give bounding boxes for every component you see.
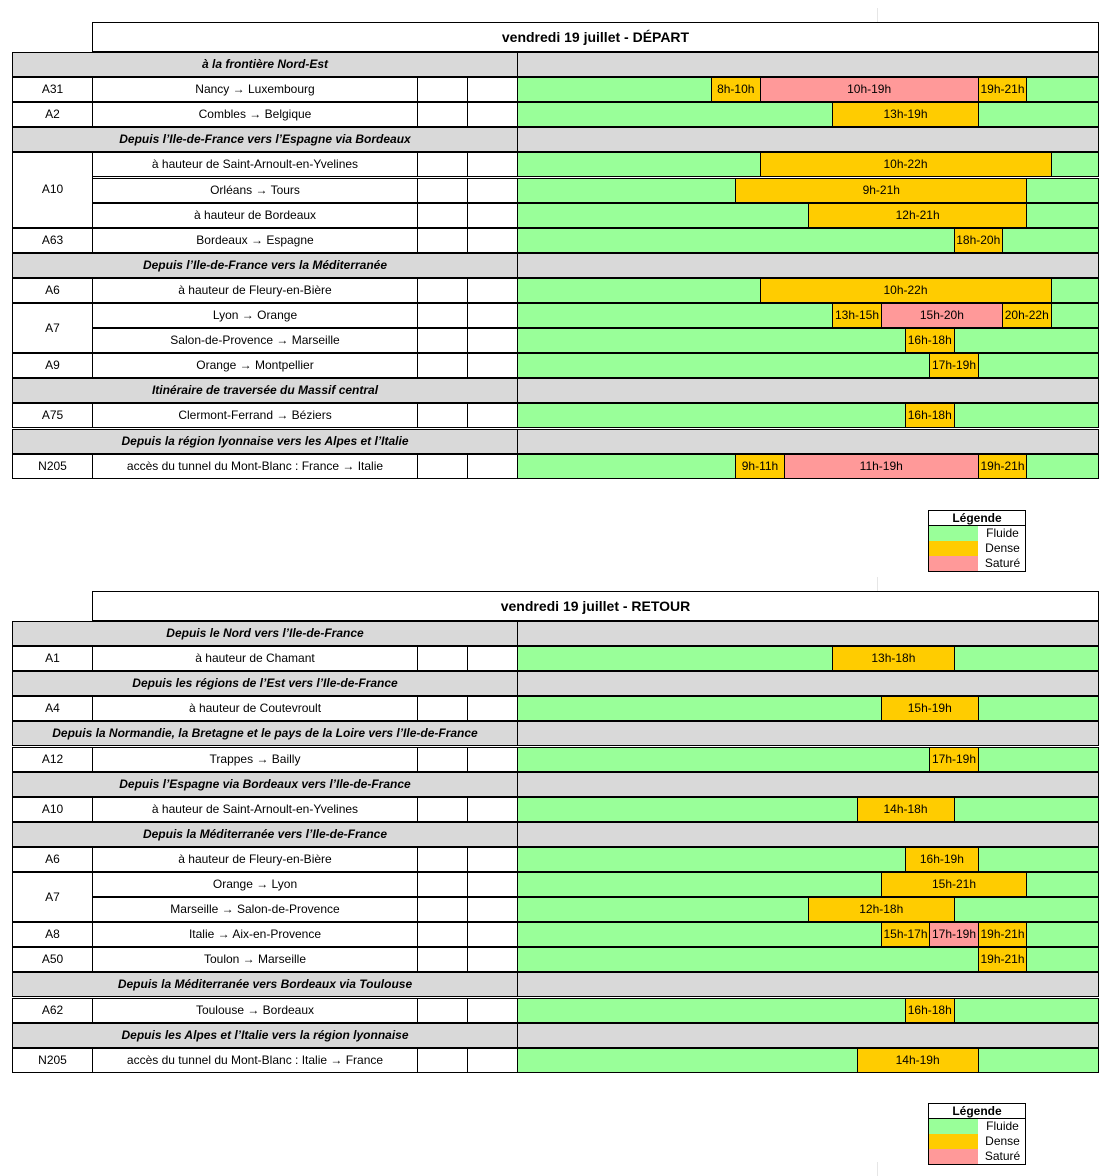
group-header-row <box>12 378 1099 403</box>
legend-row-sature <box>929 1149 1025 1164</box>
empty-cell <box>467 353 518 378</box>
road-cell: A6 <box>12 278 93 303</box>
road-cell: A8 <box>12 922 93 947</box>
timeline-bar <box>517 847 1099 872</box>
empty-cell <box>417 947 468 972</box>
traffic-segment-dense: 8h-10h <box>711 78 761 101</box>
empty-cell <box>467 797 518 822</box>
empty-cell <box>467 203 518 228</box>
group-header-label: Depuis l’Espagne via Bordeaux vers l’Ile-de-France <box>12 772 518 797</box>
table-row <box>12 1048 1099 1073</box>
legend-title: Légende <box>929 511 1025 526</box>
section-cell: Clermont-Ferrand → Béziers <box>92 403 418 428</box>
traffic-segment-sature: 10h-19h <box>760 78 979 101</box>
table-row <box>12 77 1099 102</box>
legend-retour <box>928 1103 1026 1165</box>
road-cell: A1 <box>12 646 93 671</box>
group-header-row <box>12 253 1099 278</box>
traffic-segment-dense: 19h-21h <box>978 78 1028 101</box>
empty-cell <box>467 328 518 353</box>
empty-cell <box>417 328 468 353</box>
section-cell: Lyon → Orange <box>92 303 418 328</box>
empty-cell <box>417 922 468 947</box>
section-cell: à hauteur de Saint-Arnoult-en-Yvelines <box>92 797 418 822</box>
legend-row-sature <box>929 556 1025 571</box>
table-row <box>12 278 1099 303</box>
group-header-label: Depuis la région lyonnaise vers les Alpes et l’Italie <box>12 429 518 454</box>
empty-cell <box>467 998 518 1023</box>
group-header-row <box>12 52 1099 77</box>
group-header-row <box>12 721 1099 746</box>
traffic-segment-dense: 16h-18h <box>905 999 955 1022</box>
traffic-segment-sature: 11h-19h <box>784 455 979 478</box>
empty-cell <box>467 747 518 772</box>
traffic-segment-dense: 17h-19h <box>929 748 979 771</box>
group-header-fill <box>517 1023 1099 1048</box>
section-cell: accès du tunnel du Mont-Blanc : France → Italie <box>92 454 418 479</box>
group-header-fill <box>517 671 1099 696</box>
legend-swatch-fluide <box>929 1119 978 1134</box>
timeline-bar <box>517 77 1099 102</box>
timeline-bar <box>517 947 1099 972</box>
section-cell: à hauteur de Saint-Arnoult-en-Yvelines <box>92 152 418 177</box>
timeline-bar <box>517 102 1099 127</box>
faint-marker <box>877 577 878 591</box>
traffic-segment-dense: 10h-22h <box>760 279 1052 302</box>
legend-label-fluide: Fluide <box>986 526 1019 540</box>
road-cell: N205 <box>12 454 93 479</box>
traffic-segment-dense: 12h-18h <box>808 898 955 921</box>
empty-cell <box>467 178 518 203</box>
empty-cell <box>417 102 468 127</box>
empty-cell <box>417 646 468 671</box>
section-cell: Marseille → Salon-de-Provence <box>92 897 418 922</box>
road-cell: A63 <box>12 228 93 253</box>
empty-cell <box>417 228 468 253</box>
empty-cell <box>417 1048 468 1073</box>
traffic-segment-dense: 14h-18h <box>857 798 955 821</box>
traffic-segment-dense: 13h-19h <box>832 103 979 126</box>
traffic-segment-dense: 9h-21h <box>735 179 1027 202</box>
road-cell: N205 <box>12 1048 93 1073</box>
road-cell: A50 <box>12 947 93 972</box>
timeline-bar <box>517 178 1099 203</box>
empty-cell <box>417 696 468 721</box>
section-cell: à hauteur de Coutevroult <box>92 696 418 721</box>
legend-row-dense <box>929 1134 1025 1149</box>
legend-label-sature: Saturé <box>984 556 1021 570</box>
road-cell: A31 <box>12 77 93 102</box>
timeline-bar <box>517 454 1099 479</box>
group-header-label: Depuis le Nord vers l’Ile-de-France <box>12 621 518 646</box>
empty-cell <box>417 77 468 102</box>
legend-label-sature: Saturé <box>984 1149 1021 1163</box>
empty-cell <box>467 696 518 721</box>
group-header-row <box>12 671 1099 696</box>
group-header-fill <box>517 378 1099 403</box>
traffic-segment-dense: 20h-22h <box>1002 304 1052 327</box>
timeline-bar <box>517 353 1099 378</box>
empty-cell <box>417 353 468 378</box>
section-cell: à hauteur de Fleury-en-Bière <box>92 278 418 303</box>
group-header-row <box>12 127 1099 152</box>
road-cell: A10 <box>12 797 93 822</box>
group-header-label: Depuis les Alpes et l’Italie vers la région lyonnaise <box>12 1023 518 1048</box>
section-cell: Orange → Montpellier <box>92 353 418 378</box>
legend-swatch-fluide <box>929 526 978 541</box>
group-header-fill <box>517 621 1099 646</box>
traffic-segment-sature: 17h-19h <box>929 923 979 946</box>
timeline-bar <box>517 152 1099 177</box>
depart-title: vendredi 19 juillet - DÉPART <box>92 22 1099 52</box>
traffic-segment-dense: 15h-17h <box>881 923 931 946</box>
section-cell: Nancy → Luxembourg <box>92 77 418 102</box>
group-header-fill <box>517 52 1099 77</box>
empty-cell <box>467 454 518 479</box>
traffic-segment-dense: 18h-20h <box>954 229 1004 252</box>
traffic-segment-dense: 19h-21h <box>978 923 1028 946</box>
timeline-bar <box>517 1048 1099 1073</box>
group-header-label: Depuis les régions de l’Est vers l’Ile-de-France <box>12 671 518 696</box>
group-header-fill <box>517 429 1099 454</box>
traffic-segment-dense: 19h-21h <box>978 455 1028 478</box>
timeline-bar <box>517 203 1099 228</box>
empty-cell <box>417 747 468 772</box>
traffic-segment-dense: 19h-21h <box>978 948 1028 971</box>
group-header-label: Depuis la Méditerranée vers Bordeaux via Toulouse <box>12 972 518 997</box>
group-header-label: Itinéraire de traversée du Massif central <box>12 378 518 403</box>
table-row <box>12 696 1099 721</box>
table-row <box>12 872 1099 904</box>
empty-cell <box>417 797 468 822</box>
section-cell: Trappes → Bailly <box>92 747 418 772</box>
empty-cell <box>417 278 468 303</box>
traffic-segment-dense: 13h-18h <box>832 647 954 670</box>
section-cell: accès du tunnel du Mont-Blanc : Italie → France <box>92 1048 418 1073</box>
timeline-bar <box>517 897 1099 922</box>
traffic-segment-dense: 16h-19h <box>905 848 979 871</box>
empty-cell <box>417 897 468 922</box>
legend-swatch-dense <box>929 1134 978 1149</box>
table-row <box>12 102 1099 127</box>
legend-label-fluide: Fluide <box>986 1119 1019 1133</box>
section-cell: à hauteur de Bordeaux <box>92 203 418 228</box>
empty-cell <box>467 897 518 922</box>
table-row <box>12 454 1099 479</box>
group-header-row <box>12 429 1099 454</box>
traffic-segment-dense: 9h-11h <box>735 455 785 478</box>
table-row <box>12 228 1099 253</box>
timeline-bar <box>517 228 1099 253</box>
group-header-row <box>12 772 1099 797</box>
road-cell: A7 <box>12 303 93 353</box>
timeline-bar <box>517 696 1099 721</box>
section-cell: Orange → Lyon <box>92 872 418 897</box>
group-header-row <box>12 1023 1099 1048</box>
traffic-segment-dense: 13h-15h <box>832 304 882 327</box>
table-row <box>12 178 1099 203</box>
empty-cell <box>467 1048 518 1073</box>
legend-label-dense: Dense <box>985 541 1020 555</box>
timeline-bar <box>517 998 1099 1023</box>
table-row <box>12 847 1099 872</box>
group-header-fill <box>517 721 1099 746</box>
table-row <box>12 947 1099 972</box>
section-cell: Combles → Belgique <box>92 102 418 127</box>
traffic-segment-dense: 15h-21h <box>881 873 1028 896</box>
empty-cell <box>467 922 518 947</box>
empty-cell <box>417 303 468 328</box>
legend-depart <box>928 510 1026 572</box>
legend-swatch-dense <box>929 541 978 556</box>
timeline-bar <box>517 797 1099 822</box>
timeline-bar <box>517 328 1099 353</box>
timeline-bar <box>517 747 1099 772</box>
table-row <box>12 797 1099 822</box>
road-cell: A9 <box>12 353 93 378</box>
group-header-label: à la frontière Nord-Est <box>12 52 518 77</box>
group-header-row <box>12 972 1099 997</box>
road-cell: A12 <box>12 747 93 772</box>
empty-cell <box>417 152 468 177</box>
group-header-label: Depuis l’Ile-de-France vers l’Espagne via Bordeaux <box>12 127 518 152</box>
group-header-label: Depuis la Normandie, la Bretagne et le pays de la Loire vers l’Ile-de-France <box>12 721 518 746</box>
traffic-segment-dense: 16h-18h <box>905 329 955 352</box>
empty-cell <box>467 228 518 253</box>
table-row <box>12 303 1099 335</box>
empty-cell <box>417 847 468 872</box>
traffic-segment-dense: 15h-19h <box>881 697 979 720</box>
road-cell: A7 <box>12 872 93 922</box>
timeline-bar <box>517 872 1099 897</box>
section-cell: Salon-de-Provence → Marseille <box>92 328 418 353</box>
faint-marker <box>877 8 878 22</box>
legend-swatch-sature <box>929 1149 978 1164</box>
empty-cell <box>417 403 468 428</box>
table-row <box>12 897 1099 922</box>
empty-cell <box>417 998 468 1023</box>
road-cell: A6 <box>12 847 93 872</box>
section-cell: Italie → Aix-en-Provence <box>92 922 418 947</box>
timeline-bar <box>517 303 1099 328</box>
group-header-fill <box>517 772 1099 797</box>
road-cell: A62 <box>12 998 93 1023</box>
empty-cell <box>467 847 518 872</box>
traffic-segment-dense: 12h-21h <box>808 204 1027 227</box>
table-row <box>12 747 1099 772</box>
group-header-label: Depuis la Méditerranée vers l’Ile-de-France <box>12 822 518 847</box>
traffic-segment-dense: 17h-19h <box>929 354 979 377</box>
empty-cell <box>467 102 518 127</box>
table-row <box>12 998 1099 1023</box>
legend-title: Légende <box>929 1104 1025 1119</box>
legend-row-dense <box>929 541 1025 556</box>
table-row <box>12 328 1099 353</box>
group-header-label: Depuis l’Ile-de-France vers la Méditerranée <box>12 253 518 278</box>
traffic-segment-sature: 15h-20h <box>881 304 1003 327</box>
group-header-row <box>12 621 1099 646</box>
empty-cell <box>467 303 518 328</box>
timeline-bar <box>517 403 1099 428</box>
traffic-segment-dense: 10h-22h <box>760 153 1052 176</box>
empty-cell <box>467 278 518 303</box>
road-cell: A4 <box>12 696 93 721</box>
group-header-row <box>12 822 1099 847</box>
legend-label-dense: Dense <box>985 1134 1020 1148</box>
group-header-fill <box>517 127 1099 152</box>
faint-marker <box>877 1162 878 1176</box>
group-header-fill <box>517 972 1099 997</box>
empty-cell <box>467 403 518 428</box>
empty-cell <box>417 178 468 203</box>
table-row <box>12 922 1099 947</box>
empty-cell <box>467 872 518 897</box>
legend-swatch-sature <box>929 556 978 571</box>
section-cell: Bordeaux → Espagne <box>92 228 418 253</box>
road-cell: A75 <box>12 403 93 428</box>
empty-cell <box>417 203 468 228</box>
traffic-segment-dense: 16h-18h <box>905 404 955 427</box>
timeline-bar <box>517 278 1099 303</box>
empty-cell <box>467 77 518 102</box>
table-row <box>12 403 1099 428</box>
group-header-fill <box>517 253 1099 278</box>
retour-title: vendredi 19 juillet - RETOUR <box>92 591 1099 621</box>
section-cell: à hauteur de Fleury-en-Bière <box>92 847 418 872</box>
empty-cell <box>417 872 468 897</box>
group-header-fill <box>517 822 1099 847</box>
empty-cell <box>467 947 518 972</box>
empty-cell <box>467 152 518 177</box>
legend-row-fluide <box>929 526 1025 541</box>
section-cell: Orléans → Tours <box>92 178 418 203</box>
road-cell: A2 <box>12 102 93 127</box>
traffic-segment-dense: 14h-19h <box>857 1049 979 1072</box>
empty-cell <box>417 454 468 479</box>
section-cell: à hauteur de Chamant <box>92 646 418 671</box>
table-row <box>12 646 1099 671</box>
table-row <box>12 353 1099 378</box>
section-cell: Toulouse → Bordeaux <box>92 998 418 1023</box>
timeline-bar <box>517 922 1099 947</box>
table-row <box>12 203 1099 228</box>
timeline-bar <box>517 646 1099 671</box>
section-cell: Toulon → Marseille <box>92 947 418 972</box>
empty-cell <box>467 646 518 671</box>
legend-row-fluide <box>929 1119 1025 1134</box>
road-cell: A10 <box>12 152 93 227</box>
